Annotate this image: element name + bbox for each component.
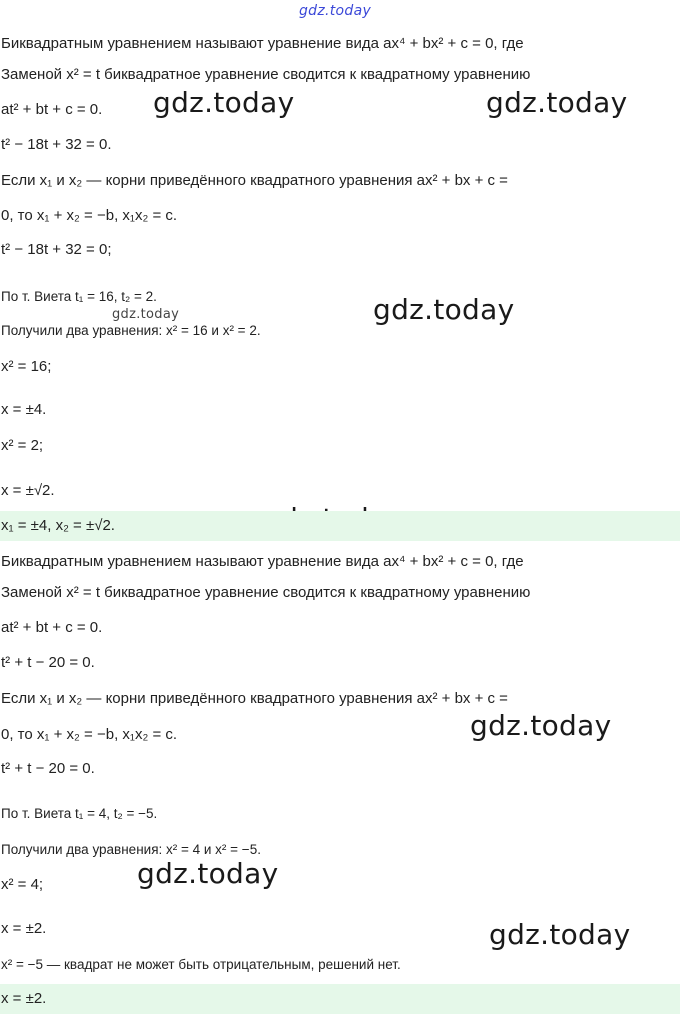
math-line: x = ±√2. <box>1 482 55 499</box>
answer-line: x = ±2. <box>0 984 680 1014</box>
math-line: t² + t − 20 = 0. <box>1 654 95 671</box>
watermark: gdz.today <box>489 918 631 951</box>
watermark: gdz.today <box>373 293 515 326</box>
text-line: Заменой x² = t биквадратное уравнение сводится к квадратному уравнению <box>1 584 531 601</box>
math-line: at² + bt + c = 0. <box>1 101 103 118</box>
text-line: По т. Виета t₁ = 16, t₂ = 2. <box>1 289 157 304</box>
text-line: Заменой x² = t биквадратное уравнение сводится к квадратному уравнению <box>1 66 531 83</box>
math-line: t² − 18t + 32 = 0. <box>1 136 112 153</box>
math-line: x = ±4. <box>1 401 47 418</box>
watermark: gdz.today <box>137 857 279 890</box>
watermark-top: gdz.today <box>299 3 372 19</box>
math-line: x² = 2; <box>1 437 44 454</box>
text-line: Биквадратным уравнением называют уравнение вида ax⁴ + bx² + c = 0, где <box>1 35 524 52</box>
text-line: Получили два уравнения: x² = 4 и x² = −5. <box>1 842 261 857</box>
math-line: x² = 16; <box>1 358 52 375</box>
math-line: t² + t − 20 = 0. <box>1 760 95 777</box>
math-line: x = ±2. <box>1 920 47 937</box>
text-line: Если x₁ и x₂ — корни приведённого квадратного уравнения ax² + bx + c = <box>1 690 508 707</box>
text-line: 0, то x₁ + x₂ = −b, x₁x₂ = c. <box>1 726 178 743</box>
text-line: Получили два уравнения: x² = 16 и x² = 2. <box>1 323 261 338</box>
watermark-small: gdz.today <box>112 307 180 322</box>
math-line: at² + bt + c = 0. <box>1 619 103 636</box>
text-line: 0, то x₁ + x₂ = −b, x₁x₂ = c. <box>1 207 178 224</box>
watermark: gdz.today <box>486 86 628 119</box>
math-line: t² − 18t + 32 = 0; <box>1 241 112 258</box>
text-line: По т. Виета t₁ = 4, t₂ = −5. <box>1 806 158 821</box>
watermark: gdz.today <box>153 86 295 119</box>
watermark: gdz.today <box>470 709 612 742</box>
math-line: x² = 4; <box>1 876 44 893</box>
text-line: Биквадратным уравнением называют уравнение вида ax⁴ + bx² + c = 0, где <box>1 553 524 570</box>
text-line: Если x₁ и x₂ — корни приведённого квадратного уравнения ax² + bx + c = <box>1 172 508 189</box>
answer-line: x₁ = ±4, x₂ = ±√2. <box>0 511 680 541</box>
text-line: x² = −5 — квадрат не может быть отрицательным, решений нет. <box>1 957 401 972</box>
